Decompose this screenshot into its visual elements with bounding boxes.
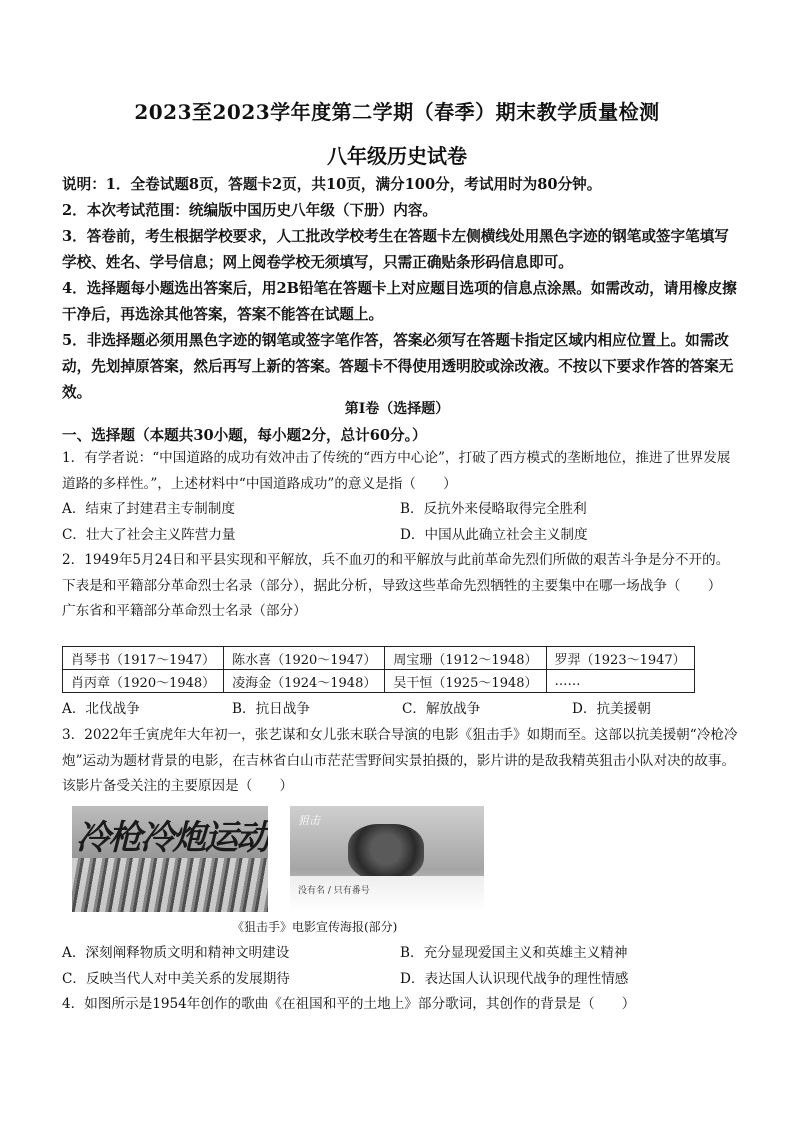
table-caption: 广东省和平籍部分革命烈士名录（部分） xyxy=(62,603,307,619)
question-1 xyxy=(62,446,738,548)
table-cell: …… xyxy=(546,670,694,693)
question-4 xyxy=(62,992,738,1018)
option-d: D．中国从此确立社会主义制度 xyxy=(400,526,588,543)
question-stem: 1．有学者说：“中国道路的成功有效冲击了传统的“西方中心论”，打破了西方模式的垄断地位，推进了世界发展道路的多样性。”，上述材料中“中国道路成功”的意义是指（ ） xyxy=(62,450,731,492)
instructions xyxy=(62,172,738,406)
section-heading: 一、选择题（本题共30小题，每小题2分，总计60分。） xyxy=(62,427,427,444)
movie-posters xyxy=(72,806,484,934)
exam-subtitle: 八年级历史试卷 xyxy=(327,144,467,168)
martyrs-table xyxy=(62,646,695,693)
poster-snow-field xyxy=(72,858,268,912)
option-c: C．反映当代人对中美关系的发展期待 xyxy=(62,970,290,987)
option-a: A．深刻阐释物质文明和精神文明建设 xyxy=(62,945,290,961)
poster-title-text: 冷枪冷炮运动 xyxy=(76,818,268,858)
option-list xyxy=(62,497,738,548)
option-d: D．表达国人认识现代战争的理性情感 xyxy=(400,970,629,987)
table-cell: 凌海金（1924～1948） xyxy=(224,670,385,693)
question-2 xyxy=(62,548,738,625)
question-3-options xyxy=(62,941,738,992)
table-row xyxy=(63,670,695,693)
table-cell: 吴干恒（1925～1948） xyxy=(385,670,546,693)
instruction-line: 2．本次考试范围：统编版中国历史八年级（下册）内容。 xyxy=(62,202,438,219)
option-b: B．抗日战争 xyxy=(232,701,310,717)
table-cell: 罗羿（1923～1947） xyxy=(546,647,694,670)
soldier-face xyxy=(348,824,424,880)
table-row xyxy=(63,647,695,670)
poster-logo: 狙击 xyxy=(298,814,320,827)
option-b: B．充分显现爱国主义和英雄主义精神 xyxy=(400,945,628,961)
table-cell: 周宝珊（1912～1948） xyxy=(385,647,546,670)
question-3 xyxy=(62,723,738,800)
option-list xyxy=(62,697,738,723)
question-stem: 3．2022年壬寅虎年大年初一，张艺谋和女儿张末联合导演的电影《狙击手》如期而至。这部以抗美援朝“冷枪冷炮”运动为题材背景的电影，在吉林省白山市茫茫雪野间实景拍摄的，影片讲的是敌我精英狙击小队对决的故事。该影片备受关注的主要原因是（ ） xyxy=(62,727,738,794)
question-stem: 2．1949年5月24日和平县实现和平解放，兵不血刃的和平解放与此前革命先烈们所做的艰苦斗争是分不开的。下表是和平籍部分革命烈士名录（部分），据此分析，导致这些革命先烈牺牲的主要集中在哪一场战争（ ） xyxy=(62,552,730,594)
table-cell: 陈水喜（1920～1947） xyxy=(224,647,385,670)
table-cell: 肖琴书（1917～1947） xyxy=(63,647,224,670)
instruction-line: 4．选择题每小题选出答案后，用2B铅笔在答题卡上对应题目选项的信息点涂黑。如需改动，请用橡皮擦干净后，再选涂其他答案，答案不能答在试题上。 xyxy=(62,280,737,323)
instruction-line: 3．答卷前，考生根据学校要求，人工批改学校考生在答题卡左侧横线处用黑色字迹的钢笔或签字笔填写学校、姓名、学号信息；网上阅卷学校无须填写，只需正确贴条形码信息即可。 xyxy=(62,228,729,271)
image-caption: 《狙击手》电影宣传海报(部分) xyxy=(232,920,398,934)
option-d: D．抗美援朝 xyxy=(572,701,651,717)
option-list xyxy=(62,941,738,992)
exam-title: 2023至2023学年度第二学期（春季）期末教学质量检测 xyxy=(134,100,660,124)
question-stem: 4．如图所示是1954年创作的歌曲《在祖国和平的土地上》部分歌词，其创作的背景是（ ） xyxy=(62,996,636,1012)
poster-image-right xyxy=(290,806,484,912)
option-a: A．北伐战争 xyxy=(62,701,140,717)
instruction-line: 说明：1．全卷试题8页，答题卡2页，共10页，满分100分，考试用时为80分钟。 xyxy=(62,176,602,193)
option-c: C．壮大了社会主义阵营力量 xyxy=(62,526,236,543)
option-a: A．结束了封建君主专制制度 xyxy=(62,501,235,517)
table-cell: 肖丙章（1920～1948） xyxy=(63,670,224,693)
poster-image-left xyxy=(72,806,268,912)
instruction-line: 5．非选择题必须用黑色字迹的钢笔或签字笔作答，答案必须写在答题卡指定区域内相应位置上。如需改动，先划掉原答案，然后再写上新的答案。答题卡不得使用透明胶或涂改液。不按以下要求作答的答案无效。 xyxy=(62,332,734,401)
option-b: B．反抗外来侵略取得完全胜利 xyxy=(400,501,587,517)
question-2-options xyxy=(62,697,738,723)
option-c: C．解放战争 xyxy=(402,701,481,717)
section-title: 第Ⅰ卷（选择题） xyxy=(344,401,450,417)
poster-tagline: 没有名 / 只有番号 xyxy=(298,886,370,896)
